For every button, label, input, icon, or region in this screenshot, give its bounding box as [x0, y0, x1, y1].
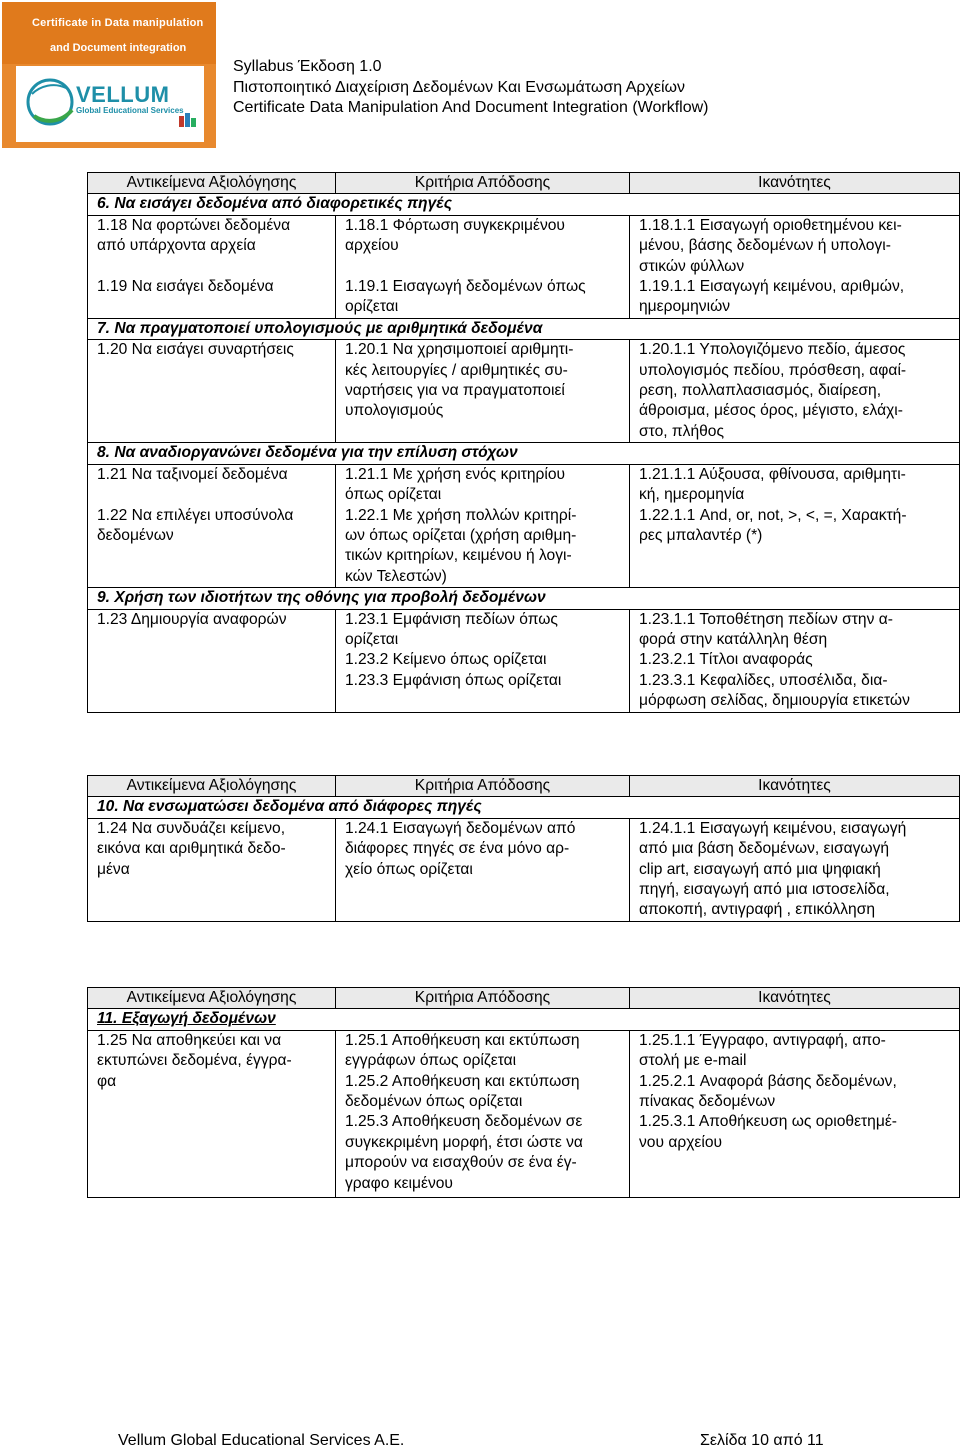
section-title: 6. Να εισάγει δεδομένα από διαφορετικές πηγές — [88, 194, 960, 215]
section-title: 8. Να αναδιοργανώνει δεδομένα για την επίλυση στόχων — [88, 443, 960, 464]
criteria-cell: 1.20.1 Να χρησιμοποιεί αριθμητι- κές λειτουργίες / αριθμητικές συ- ναρτήσεις για να πραγματοποιεί υπολογισμούς — [336, 340, 630, 443]
criteria-cell: 1.18.1 Φόρτωση συγκεκριμένου αρχείου 1.19.1 Εισαγωγή δεδομένων όπως ορίζεται — [336, 215, 630, 318]
objective-cell: 1.23 Δημιουργία αναφορών — [88, 609, 336, 712]
section-row — [88, 443, 960, 464]
document-header — [233, 57, 708, 119]
objective-cell: 1.20 Να εισάγει συναρτήσεις — [88, 340, 336, 443]
globe-icon — [22, 72, 84, 134]
objective-cell: 1.18 Να φορτώνει δεδομένα από υπάρχοντα αρχεία 1.19 Να εισάγει δεδομένα — [88, 215, 336, 318]
col-header-objectives: Αντικείμενα Αξιολόγησης — [88, 776, 336, 797]
logo-panel — [16, 66, 204, 142]
table-row — [88, 609, 960, 712]
section-title: 9. Χρήση των ιδιοτήτων της οθόνης για προβολή δεδομένων — [88, 588, 960, 609]
footer-page-number: Σελίδα 10 από 11 — [700, 1432, 824, 1449]
section-row — [88, 588, 960, 609]
col-header-criteria: Κριτήρια Απόδοσης — [336, 776, 630, 797]
section-row — [88, 194, 960, 215]
col-header-skills: Ικανότητες — [630, 988, 960, 1009]
header-title-english: Certificate Data Manipulation And Document Integration (Workflow) — [233, 99, 709, 116]
col-header-objectives: Αντικείμενα Αξιολόγησης — [88, 173, 336, 194]
section-row — [88, 318, 960, 339]
section-title: 11. Εξαγωγή δεδομένων — [88, 1009, 960, 1030]
table-row — [88, 215, 960, 318]
table-header-row — [88, 173, 960, 194]
col-header-objectives: Αντικείμενα Αξιολόγησης — [88, 988, 336, 1009]
criteria-cell: 1.24.1 Εισαγωγή δεδομένων από διάφορες πηγές σε ένα μόνο αρ- χείο όπως ορίζεται — [336, 818, 630, 921]
col-header-criteria: Κριτήρια Απόδοσης — [336, 988, 630, 1009]
skills-cell: 1.20.1.1 Υπολογιζόμενο πεδίο, άμεσος υπολογισμός πεδίου, πρόσθεση, αφαί- ρεση, πολλαπλασιασμός, διαίρεση, άθροισμα, μέσος όρος, μέγιστο, ελάχι- στο, πλήθος — [630, 340, 960, 443]
footer-company: Vellum Global Educational Services A.E. — [118, 1432, 405, 1449]
logo-band — [2, 2, 216, 64]
skills-cell: 1.21.1.1 Αύξουσα, φθίνουσα, αριθμητι- κή, ημερομηνία 1.22.1.1 And, or, not, >, <, =, Χαρακτή- ρες μπαλαντέρ (*) — [630, 464, 960, 587]
table-row — [88, 340, 960, 443]
syllabus-table-1 — [87, 172, 960, 713]
skills-cell: 1.18.1.1 Εισαγωγή οριοθετημένου κει- μένου, βάσης δεδομένων ή υπολογι- στικών φύλλων 1.19.1.1 Εισαγωγή κειμένου, αριθμών, ημερομηνιών — [630, 215, 960, 318]
header-syllabus: Syllabus Έκδοση 1.0 — [233, 58, 382, 75]
header-title-greek: Πιστοποιητικό Διαχείριση Δεδομένων Και Ενσωμάτωση Αρχείων — [233, 78, 686, 96]
table-header-row — [88, 776, 960, 797]
section-row — [88, 797, 960, 818]
table-row — [88, 1030, 960, 1197]
logo-line2: and Document integration — [50, 42, 187, 54]
criteria-cell: 1.21.1 Με χρήση ενός κριτηρίου όπως ορίζεται 1.22.1 Με χρήση πολλών κριτηρί- ων όπως ορίζεται (χρήση αριθμη- τικών κριτηρίων, κειμένου ή λογι- κών Τελεστών) — [336, 464, 630, 587]
section-row — [88, 1009, 960, 1030]
col-header-criteria: Κριτήρια Απόδοσης — [336, 173, 630, 194]
syllabus-table-3 — [87, 987, 960, 1198]
section-title: 10. Να ενσωματώσει δεδομένα από διάφορες πηγές — [88, 797, 960, 818]
col-header-skills: Ικανότητες — [630, 776, 960, 797]
books-icon — [178, 110, 198, 128]
syllabus-table-2 — [87, 775, 960, 922]
skills-cell: 1.24.1.1 Εισαγωγή κειμένου, εισαγωγή από μια βάση δεδομένων, εισαγωγή clip art, εισαγωγή από μια ψηφιακή πηγή, εισαγωγή από μια ιστοσελίδα, αποκοπή, αντιγραφή , επικόλληση — [630, 818, 960, 921]
criteria-cell: 1.25.1 Αποθήκευση και εκτύπωση εγγράφων όπως ορίζεται 1.25.2 Αποθήκευση και εκτύπωση δεδομένων όπως ορίζεται 1.25.3 Αποθήκευση δεδομένων σε συγκεκριμένη μορφή, έτσι ώστε να μπορούν να εισαχθούν σε ένα έγ- γραφο κειμένου — [336, 1030, 630, 1197]
logo-line1: Certificate in Data manipulation — [32, 17, 204, 29]
section-title: 7. Να πραγματοποιεί υπολογισμούς με αριθμητικά δεδομένα — [88, 318, 960, 339]
objective-cell: 1.21 Να ταξινομεί δεδομένα 1.22 Να επιλέγει υποσύνολα δεδομένων — [88, 464, 336, 587]
objective-cell: 1.24 Να συνδυάζει κείμενο, εικόνα και αριθμητικά δεδο- μένα — [88, 818, 336, 921]
table-header-row — [88, 988, 960, 1009]
objective-cell: 1.25 Να αποθηκεύει και να εκτυπώνει δεδομένα, έγγρα- φα — [88, 1030, 336, 1197]
criteria-cell: 1.23.1 Εμφάνιση πεδίων όπως ορίζεται 1.23.2 Κείμενο όπως ορίζεται 1.23.3 Εμφάνιση όπως ορίζεται — [336, 609, 630, 712]
skills-cell: 1.25.1.1 Έγγραφο, αντιγραφή, απο- στολή με e-mail 1.25.2.1 Αναφορά βάσης δεδομένων, πίνακας δεδομένων 1.25.3.1 Αποθήκευση ως οριοθετημέ- νου αρχείου — [630, 1030, 960, 1197]
skills-cell: 1.23.1.1 Τοποθέτηση πεδίων στην α- φορά στην κατάλληλη θέση 1.23.2.1 Τίτλοι αναφοράς 1.23.3.1 Κεφαλίδες, υποσέλιδα, δια- μόρφωση σελίδας, δημιουργία ετικετών — [630, 609, 960, 712]
col-header-skills: Ικανότητες — [630, 173, 960, 194]
table-row — [88, 818, 960, 921]
logo-name: VELLUM — [76, 82, 170, 107]
vellum-logo — [2, 2, 216, 148]
logo-subtitle: Global Educational Services — [76, 106, 184, 115]
table-row — [88, 464, 960, 587]
